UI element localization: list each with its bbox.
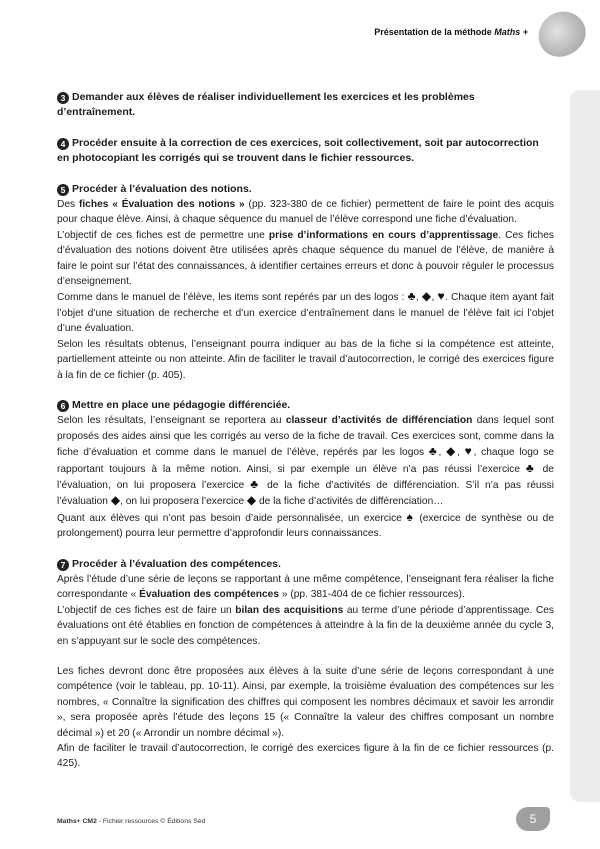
step-7-paragraph-4: Afin de faciliter le travail d’autocorrection, le corrigé des exercices figure à la fin de ce fichier ressources (p. 425). [57, 743, 554, 770]
diamond-icon: ◆ [421, 289, 432, 304]
club-icon: ♣ [525, 460, 537, 475]
side-margin-tab [570, 90, 600, 802]
page-number: 5 [516, 807, 550, 831]
step-6-paragraph-1: Selon les résultats, l’enseignant se reportera au classeur d’activités de différenciation dans lequel sont proposés des aides ainsi que les corrigés au verso de la fiche de travail. Ces exercices sont, comme dans la fiche d’évaluation et comme dans le manuel de l’élève, repérés par les logos ♣, ◆, ♥, chaque logo se rapportant toujours à la même notion. Ainsi, si par exemple un élève n’a pas réussi l’exercice ♣ de l’évaluation, on lui proposera l’exercice ♣ de la fiche d’activités de différenciation. S’il n’a pas réussi l’évaluation ◆, on lui proposera l’exercice ◆ de la fiche d’activités de différenciation… [57, 415, 555, 508]
step-number-6: 6 [57, 400, 69, 412]
step-number-5: 5 [57, 184, 69, 196]
diamond-icon: ◆ [110, 493, 121, 508]
step-number-3: 3 [57, 92, 69, 104]
club-icon: ♣ [428, 444, 439, 459]
step-6-paragraph-2: Quant aux élèves qui n’ont pas besoin d’aide personnalisée, un exercice ♠ (exercice de synthèse ou de prolongement) pourra leur permettre d’approfondir leurs connaissances. [57, 509, 554, 540]
page-footer [57, 818, 205, 825]
step-4 [57, 136, 554, 167]
step-3-text: Demander aux élèves de réaliser individuellement les exercices et les problèmes d’entraînement. [57, 91, 475, 119]
footer-brand: Maths+ CM2 [57, 818, 97, 825]
spade-icon: ♠ [406, 509, 415, 524]
footer-text: - Fichier ressources © Éditions Sed [96, 818, 206, 825]
header-title-prefix: Présentation de la méthode [374, 27, 492, 37]
step-5-paragraph-1: Des fiches « Évaluation des notions » (pp. 323-380 de ce fichier) permettent de faire le point des acquis pour chaque élève. Ainsi, à chaque séquence du manuel de l’élève correspond une fiche d’évaluation. [57, 199, 554, 226]
step-number-7: 7 [57, 559, 69, 571]
page-content [57, 90, 554, 772]
club-icon: ♣ [407, 289, 416, 304]
drop-decoration [532, 6, 591, 63]
step-7-paragraph-1: Après l’étude d’une série de leçons se rapportant à une même compétence, l’enseignant fera réaliser la fiche correspondante « Évaluation des compétences » (pp. 381-404 de ce fichier ressources). [57, 573, 554, 601]
step-7-paragraph-2: L’objectif de ces fiches est de faire un bilan des acquisitions au terme d’une période d’apprentissage. Ces évaluations ont été établies en fonction de compétences à atteindre à la fin de la deuxième année du cycle 3, en s’appuyant sur le socle des compétences. [57, 604, 555, 647]
diamond-icon: ◆ [246, 493, 257, 508]
header-title-brand: Maths + [494, 27, 528, 37]
heart-icon: ♥ [464, 444, 474, 459]
heart-icon: ♥ [437, 289, 445, 304]
step-6-title: 6 Mettre en place une pédagogie différenciée. [57, 398, 554, 413]
step-3 [57, 90, 554, 121]
step-number-4: 4 [57, 138, 69, 150]
running-header [374, 27, 528, 37]
step-5-paragraph-3: Comme dans le manuel de l’élève, les items sont repérés par un des logos : ♣, ◆, ♥. Chaque item ayant fait l’objet d’une situation de recherche et d’un exercice d’entraînement dans le manuel de l’élève fait ici l’objet d’une évaluation. [57, 289, 554, 335]
club-icon: ♣ [250, 476, 262, 491]
step-5-paragraph-2: L’objectif de ces fiches est de permettre une prise d’informations en cours d’apprentissage. Ces fiches d’évaluation des notions doivent être utilisées après chaque séquence du manuel de l’élève, de manière à faire le point sur l’état des connaissances, à identifier certaines erreurs et donc à pouvoir réguler le processus d’enseignement. [57, 229, 554, 288]
step-7-title: 7 Procéder à l’évaluation des compétences. [57, 557, 554, 572]
step-7-paragraph-3: Les fiches devront donc être proposées aux élèves à la suite d’une série de leçons correspondant à une compétence (voir le tableau, pp. 10-11). Ainsi, par exemple, la troisième évaluation des compétences sur les nombres, « Connaître la signification des chiffres qui composent les nombres décimaux et savoir les arrondir », sera proposée après l’étude des leçons 15 (« Connaître la valeur des chiffres composant un nombre décimal ») et 20 (« Arrondir un nombre décimal »). [57, 666, 554, 739]
step-5-paragraph-4: Selon les résultats obtenus, l’enseignant pourra indiquer au bas de la fiche si la compétence est atteinte, partiellement atteinte ou non atteinte. Afin de faciliter le travail d’autocorrection, le corrigé des exercices figure à la fin de ce fichier (p. 405). [57, 338, 554, 381]
step-5-title: 5 Procéder à l’évaluation des notions. [57, 182, 554, 197]
step-4-text: Procéder ensuite à la correction de ces exercices, soit collectivement, soit par autocorrection en photocopiant les corrigés qui se trouvent dans le fichier ressources. [57, 136, 539, 165]
diamond-icon: ◆ [446, 444, 458, 459]
